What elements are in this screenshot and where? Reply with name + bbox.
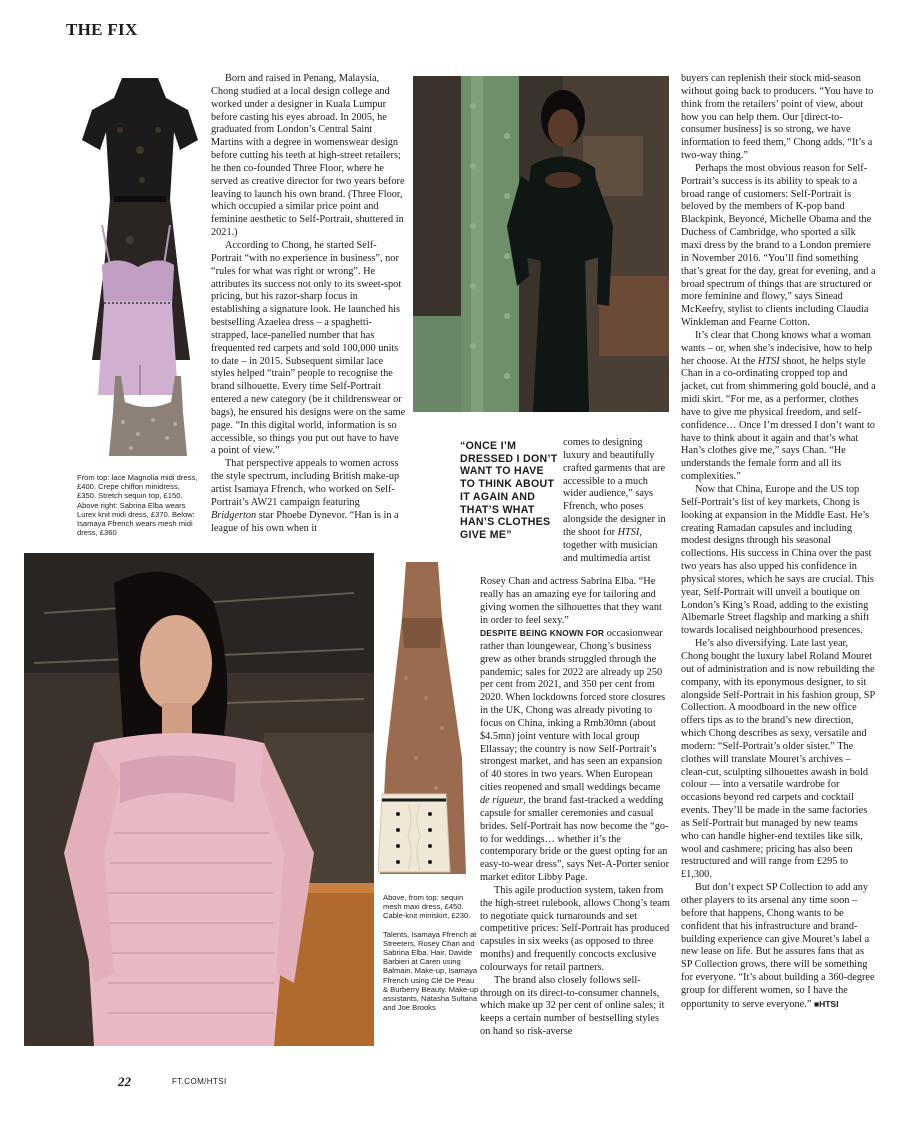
col3-paragraph-4: Now that China, Europe and the US top Self-Portrait’s list of key markets, Chong is looking at expansion in the Middle East. He’s creating Ramadan capsules and including modest designs through his seasonal collections. His success in China over the past two years has also upped his confidence in physical stores, which he says are crucial. This year, Self-Portrait will unveil a boutique on London’s King’s Road, adding to the existing Albemarle Street flagship and marking a shift towards localised neighbourhood presences.: [681, 484, 874, 637]
caption-right-credits: Talents, Isamaya Ffrench at Streeters, Rosey Chan and Sabrina Elba. Hair, Davide Barbieri at Caren using Balmain. Make-up, Isamaya Ffrench using Clé De Peau & Burberry Beauty. Make-up assistants, Natasha Sultana and Joe Brooks: [383, 929, 479, 1013]
col3-paragraph-6: But don’t expect SP Collection to add any other players to its arsenal any time soon – before that happens, Chong wants to be confident that his infrastructure and brand-building experience can give Mouret’s label a new lease on life. But he assures fans that as SP Collection grows, there will be something for everyone. “It’s about building a 360-degree group for different women, so I have the opportunity to serve everyone.” ■HTSI: [681, 882, 875, 1010]
col3-paragraph-3: It’s clear that Chong knows what a woman wants – or, when she’s indecisive, how to help her choose. At the HTSI shoot, he helps style Chan in a co-ordinating cropped top and jacket, cut from shimmering gold bouclé, and a midi skirt. “For me, as a performer, clothes have to give me physical freedom, and self-confidence… Once I’m dressed I don’t want to have to think about it again and that’s what Han’s clothes give me,” says Chan. “He understands the female form and all its complexities.”: [681, 329, 876, 483]
isamaya-ffrench-photo: [24, 553, 374, 1046]
col2-top-paragraph: comes to designing luxury and beautifully crafted garments that are accessible to a much wider audience,” says Ffrench, who poses alongside the designer in the shoot for HTSI, together with musician and multimedia artist: [563, 437, 666, 564]
column-3: [681, 73, 877, 1012]
htsi-end-mark: ■HTSI: [813, 998, 839, 1009]
sabrina-elba-photo: [413, 76, 669, 412]
col3-paragraph-2: Perhaps the most obvious reason for Self-Portrait’s success is its ability to speak to a broad range of customers: Self-Portrait is beloved by the members of K-pop band Blackpink, Beyoncé, Michelle Obama and the Duchess of Cambridge, who sported a silk maxi dress by the brand to a London premiere in November 2016. “You’ll find something that’s great for the day, great for evening, and a broad spectrum of things that are structured or more feminine and flowy,” says Sinead McKeefry, stylist to clients including Claudia Winkleman and Fearne Cotton.: [681, 162, 876, 329]
site-url: FT.COM/HTSI: [172, 1077, 227, 1086]
col2-paragraph-2: DESPITE BEING KNOWN FOR occasionwear rather than loungewear, Chong’s business grew as other brands struggled through the pandemic; sales for 2022 are already up 250 per cent from 2021, and 350 per cent from 2020. When lockdowns forced store closures in the UK, Chong was already pivoting to focus on China, inking a Rmb30mn (about $4.5mn) joint venture with local group Ellassay; the country is now Self-Portrait’s strongest market, and has seen an expansion of 40 stores in two years. When European cities reopened and small weddings became de rigueur, the brand fast-tracked a wedding capsule for smaller ceremonies and casual brides. Self-Portrait has now become the “go-to for weddings… whether it’s the contemporary bride or the guest opting for an easy-to-wear dress”, says Net-A-Porter senior market editor Libby Page.: [480, 628, 669, 884]
col3-paragraph-1: buyers can replenish their stock mid-season without going back to producers. “You have to think from the retailers’ point of view, about how you can help them. Our [direct-to-consumer business] is so strong, we have information to feed them,” Chong adds. “It’s a two-way thing.”: [681, 73, 874, 162]
column-2-lower: [480, 624, 670, 1039]
column-2-upper: [480, 576, 670, 627]
lead-in: DESPITE BEING KNOWN FOR: [480, 628, 605, 638]
caption-left: From top: lace Magnolia midi dress, £400. Crepe chiffon minidress, £350. Stretch sequin top, £150. Above right: Sabrina Elba wears Lurex knit midi dress, £370. Below: Isamaya Ffrench wears mesh midi dress, £360: [77, 473, 198, 538]
cable-knit-miniskirt-image: [376, 790, 452, 876]
col1-paragraph-2: According to Chong, he started Self-Portrait “with no experience in business”, nor “rules for what was right or wrong”. He attributes its success not only to its sweet-spot pricing, but his razor-sharp focus in establishing a signature look. He launched his bestselling Azaelea dress – a spaghetti-strapped, lace-panelled number that has frequented red carpets and sold 100,000 units to date – in 2015. Subsequent similar lace styles helped “train” people to recognise the brand silhouette. Every time Self-Portrait entered a new category (be it childrenswear or bags), he ensured his designs were on the same page. “In this digital world, information is so accessible, so things you put out have to have a point of view.”: [211, 239, 406, 457]
col2-quote-paragraph: Rosey Chan and actress Sabrina Elba. “He really has an amazing eye for tailoring and giving women the silhouettes that they want in order to feel sexy.”: [480, 576, 662, 626]
pull-quote: “ONCE I’M DRESSED I DON’T WANT TO HAVE TO THINK ABOUT IT AGAIN AND THAT’S WHAT HAN’S CLOTHES GIVE ME”: [460, 440, 558, 541]
column-1: [211, 73, 406, 535]
col1-paragraph-1: Born and raised in Penang, Malaysia, Chong studied at a local design college and worked under a designer in Kuala Lumpur before casting his eyes abroad. In 2005, he graduated from London’s Central Saint Martins with a degree in womenswear design before cutting his teeth at high-street retailers; he then co-founded Three Floor, where he served as creative director for two years before leaving to launch his own brand. (Three Floor, which occupied a similar price point and feminine aesthetic to Self-Portrait, shuttered in 2021.): [211, 73, 405, 239]
col2-paragraph-3: This agile production system, taken from the high-street rulebook, allows Chong’s team to negotiate quick turnarounds and set competitive prices: Self-Portrait has produced capsules in six weeks (as opposed to three months) and frequently concocts exclusive colourways for retail partners.: [480, 884, 670, 973]
page-number: 22: [118, 1074, 131, 1089]
col3-paragraph-5: He’s also diversifying. Late last year, Chong bought the luxury label Roland Mouret out of administration and is now rebuilding the company, with its eponymous designer, to sit alongside Self-Portrait in his fashion group, SP Collection. A moodboard in the new office offers tips as to the brand’s new direction, which Chong describes as sexy, versatile and modern: “Self-Portrait’s older sister.” The clothes will translate Mouret’s archives – clean-cut, sculpting silhouettes awash in bold colour — into a versatile wardrobe for occasions beyond red carpets and cocktail events. They’ll be made in the same factories as Self-Portrait but managed by new teams who can handle higher-end textiles like silk, wool and cashmere; pricing has also been restructured and will range from £295 to £1,300.: [681, 638, 875, 881]
caption-right: [383, 893, 479, 1012]
col1-paragraph-3: That perspective appeals to women across the style spectrum, including British make-up artist Isamaya Ffrench, who worked on Self-Portrait’s AW21 campaign featuring Bridgerton star Phoebe Dynevor. “Han is in a league of his own when it: [211, 458, 400, 534]
section-label: THE FIX: [66, 20, 138, 39]
caption-right-products: Above, from top: sequin mesh maxi dress, £450. Cable-knit miniskirt, £230.: [383, 893, 471, 921]
column-2-top: [563, 437, 669, 565]
col2-paragraph-4: The brand also closely follows sell-through on its direct-to-consumer channels, which make up 32 per cent of online sales; it keeps a certain number of bestselling styles on hand so risk-averse: [480, 974, 665, 1038]
sequin-top-image: [103, 372, 193, 460]
